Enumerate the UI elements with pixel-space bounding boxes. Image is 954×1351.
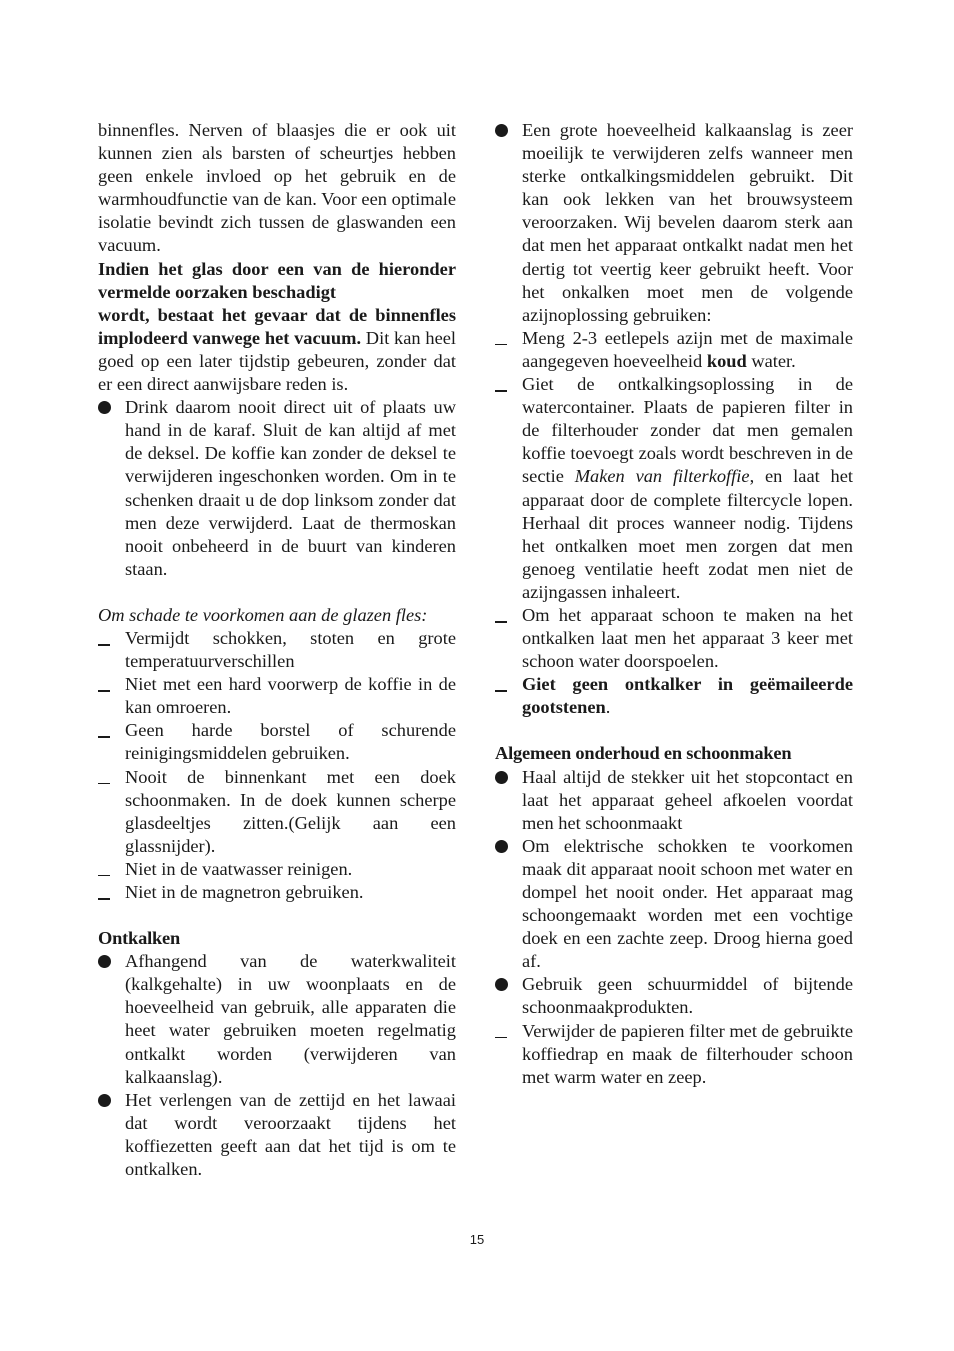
bullet-icon [98, 1089, 118, 1113]
bullet-icon [98, 950, 118, 974]
dash-text: Giet de ontkalkingsoplossing in de watercontainer. Plaats de papieren filter in de filterhouder zonder dat men gemalen koffie toevoegt zoals wordt beschreven in de sectie [522, 374, 853, 487]
dash-icon [495, 1020, 515, 1043]
dash-icon [98, 673, 118, 696]
dash-text: Verwijder de papieren filter met de gebruikte koffiedrap en maak de filterhouder schoon met warm water en zeep. [522, 1020, 853, 1087]
warning-bold: wordt, bestaat het gevaar dat de binnenfles implodeerd vanwege het vacuum. [98, 304, 456, 348]
bullet-icon [495, 766, 515, 790]
bullet-item [495, 119, 853, 327]
bullet-text: Gebruik geen schuurmiddel of bijtende schoonmaakprodukten. [522, 974, 853, 1018]
dash-text: Om het apparaat schoon te maken na het ontkalken laat men het apparaat 3 keer met schoon water doorspoelen. [522, 604, 853, 672]
glass-intro: Om schade te voorkomen aan de glazen fles: [98, 604, 428, 625]
dash-text: Vermijdt schokken, stoten en grote temperatuurverschillen [125, 627, 456, 672]
bullet-item [495, 973, 853, 1019]
dash-text-bold: Giet geen ontkalker in geëmaileerde gootstenen [522, 674, 853, 718]
dash-item [98, 766, 456, 858]
dash-text: , en laat het apparaat door de complete filtercycle lopen. Herhaal dit proces wanneer nodig. Tijdens het ontkalken moet men zorgen dat men genoeg ventilatie heeft zodat men niet de azijngassen inhaleert. [522, 466, 854, 602]
dash-text: Niet met een hard voorwerp de koffie in de kan omroeren. [125, 674, 456, 718]
bullet-item [98, 950, 456, 1089]
dash-text: Niet in de magnetron gebruiken. [125, 882, 364, 902]
dash-item [98, 858, 456, 881]
dash-icon [495, 604, 515, 627]
bullet-text: Drink daarom nooit direct uit of plaats uw hand in de karaf. Sluit de kan altijd af met de deksel. De koffie kan zonder de deksel te verwijderen ingeschonken worden. Om in te schenken draait u de dop linksom zonder dat men deze verwijderd. Laat de thermoskan nooit onbeheerd in de buurt van kinderen staan. [125, 397, 456, 579]
right-column [495, 119, 853, 1089]
bullet-item [495, 835, 853, 974]
section-heading-onderhoud: Algemeen onderhoud en schoonmaken [495, 743, 792, 764]
bullet-text: Om elektrische schokken te voorkomen maak dit apparaat nooit schoon met water en dompel het nooit onder. Het apparaat mag schoongemaakt worden met een vochtige doek en een zachte zeep. Droog hierna goed af. [522, 835, 853, 972]
warning-paragraph [98, 304, 456, 396]
bullet-text: Een grote hoeveelheid kalkaanslag is zeer moeilijk te verwijderen zelfs wanneer men sterke ontkalkingsmiddelen gebruikt. Dit kan ook lekken van het brouwsysteem veroorzaken. Wij bevelen daarom sterk aan dat men het apparaat ontkalkt nadat men het dertig tot veertig keer gebruikt heeft. Voor het onkalken moet men de volgende azijnoplossing gebruiken: [522, 120, 853, 325]
dash-item [495, 1020, 853, 1089]
dash-text: Niet in de vaatwasser reinigen. [125, 858, 353, 879]
dash-text: water. [746, 350, 796, 371]
bullet-icon [495, 835, 515, 859]
bullet-text: Het verlengen van de zettijd en het lawaai dat wordt veroorzaakt tijdens het koffiezetten geeft aan dat het tijd is om te ontkalken. [125, 1089, 456, 1180]
warning-text: Dit kan heel goed op een later tijdstip gebeuren, zonder dat er een direct aanwijsbare reden is. [98, 327, 456, 395]
page-number: 15 [469, 1232, 485, 1247]
dash-icon [495, 327, 515, 350]
bullet-icon [495, 119, 515, 143]
bullet-text: Haal altijd de stekker uit het stopcontact en laat het apparaat geheel afkoelen voordat men het schoonmaakt [522, 766, 853, 833]
section-reference: Maken van filterkoffie [574, 466, 750, 487]
bullet-item [98, 1089, 456, 1181]
dash-icon [98, 766, 118, 789]
dash-icon [495, 673, 515, 696]
dash-text: . [605, 697, 611, 718]
glass-list [98, 627, 456, 904]
bullet-text: Afhangend van de waterkwaliteit (kalkgehalte) in uw woonplaats en de hoeveelheid van gebruik, alle apparaten die heet water gebruiken moeten regelmatig ontkalkt worden (verwijderen van kalkaanslag). [125, 951, 456, 1087]
dash-icon [98, 858, 118, 881]
dash-text: Geen harde borstel of schurende reinigingsmiddelen gebruiken. [125, 720, 456, 764]
dash-icon [98, 881, 118, 904]
dash-item [495, 604, 853, 673]
bullet-item [495, 766, 853, 835]
dash-text-bold: koud [706, 350, 747, 371]
dash-item [98, 627, 456, 673]
intro-paragraph: binnenfles. Nerven of blaasjes die er ook uit kunnen zien als barsten of scheurtjes hebben geen enkele invloed op het gebruik en de warmhoudfunctie van de kan. Voor een optimale isolatie bevindt zich tussen de glaswanden een vacuum. [98, 120, 456, 256]
left-column [98, 119, 456, 1181]
dash-item [495, 673, 853, 719]
dash-icon [495, 373, 515, 396]
section-heading-ontkalken: Ontkalken [98, 928, 181, 949]
bullet-icon [495, 973, 515, 997]
bullet-icon [98, 396, 118, 420]
dash-item [495, 327, 853, 373]
bullet-item [98, 396, 456, 581]
dash-item [98, 719, 456, 765]
warning-heading: Indien het glas door een van de hieronder vermelde oorzaken beschadigt [98, 258, 456, 302]
dash-item [98, 881, 456, 904]
dash-text: Nooit de binnenkant met een doek schoonmaken. In de doek kunnen scherpe glasdeeltjes zitten.(Gelijk aan een glassnijder). [125, 766, 456, 856]
dash-item [98, 673, 456, 719]
dash-icon [98, 627, 118, 650]
dash-item [495, 373, 853, 604]
dash-icon [98, 719, 118, 742]
dash-text: Meng 2-3 eetlepels azijn met de maximale aangegeven hoeveelheid [522, 327, 853, 371]
